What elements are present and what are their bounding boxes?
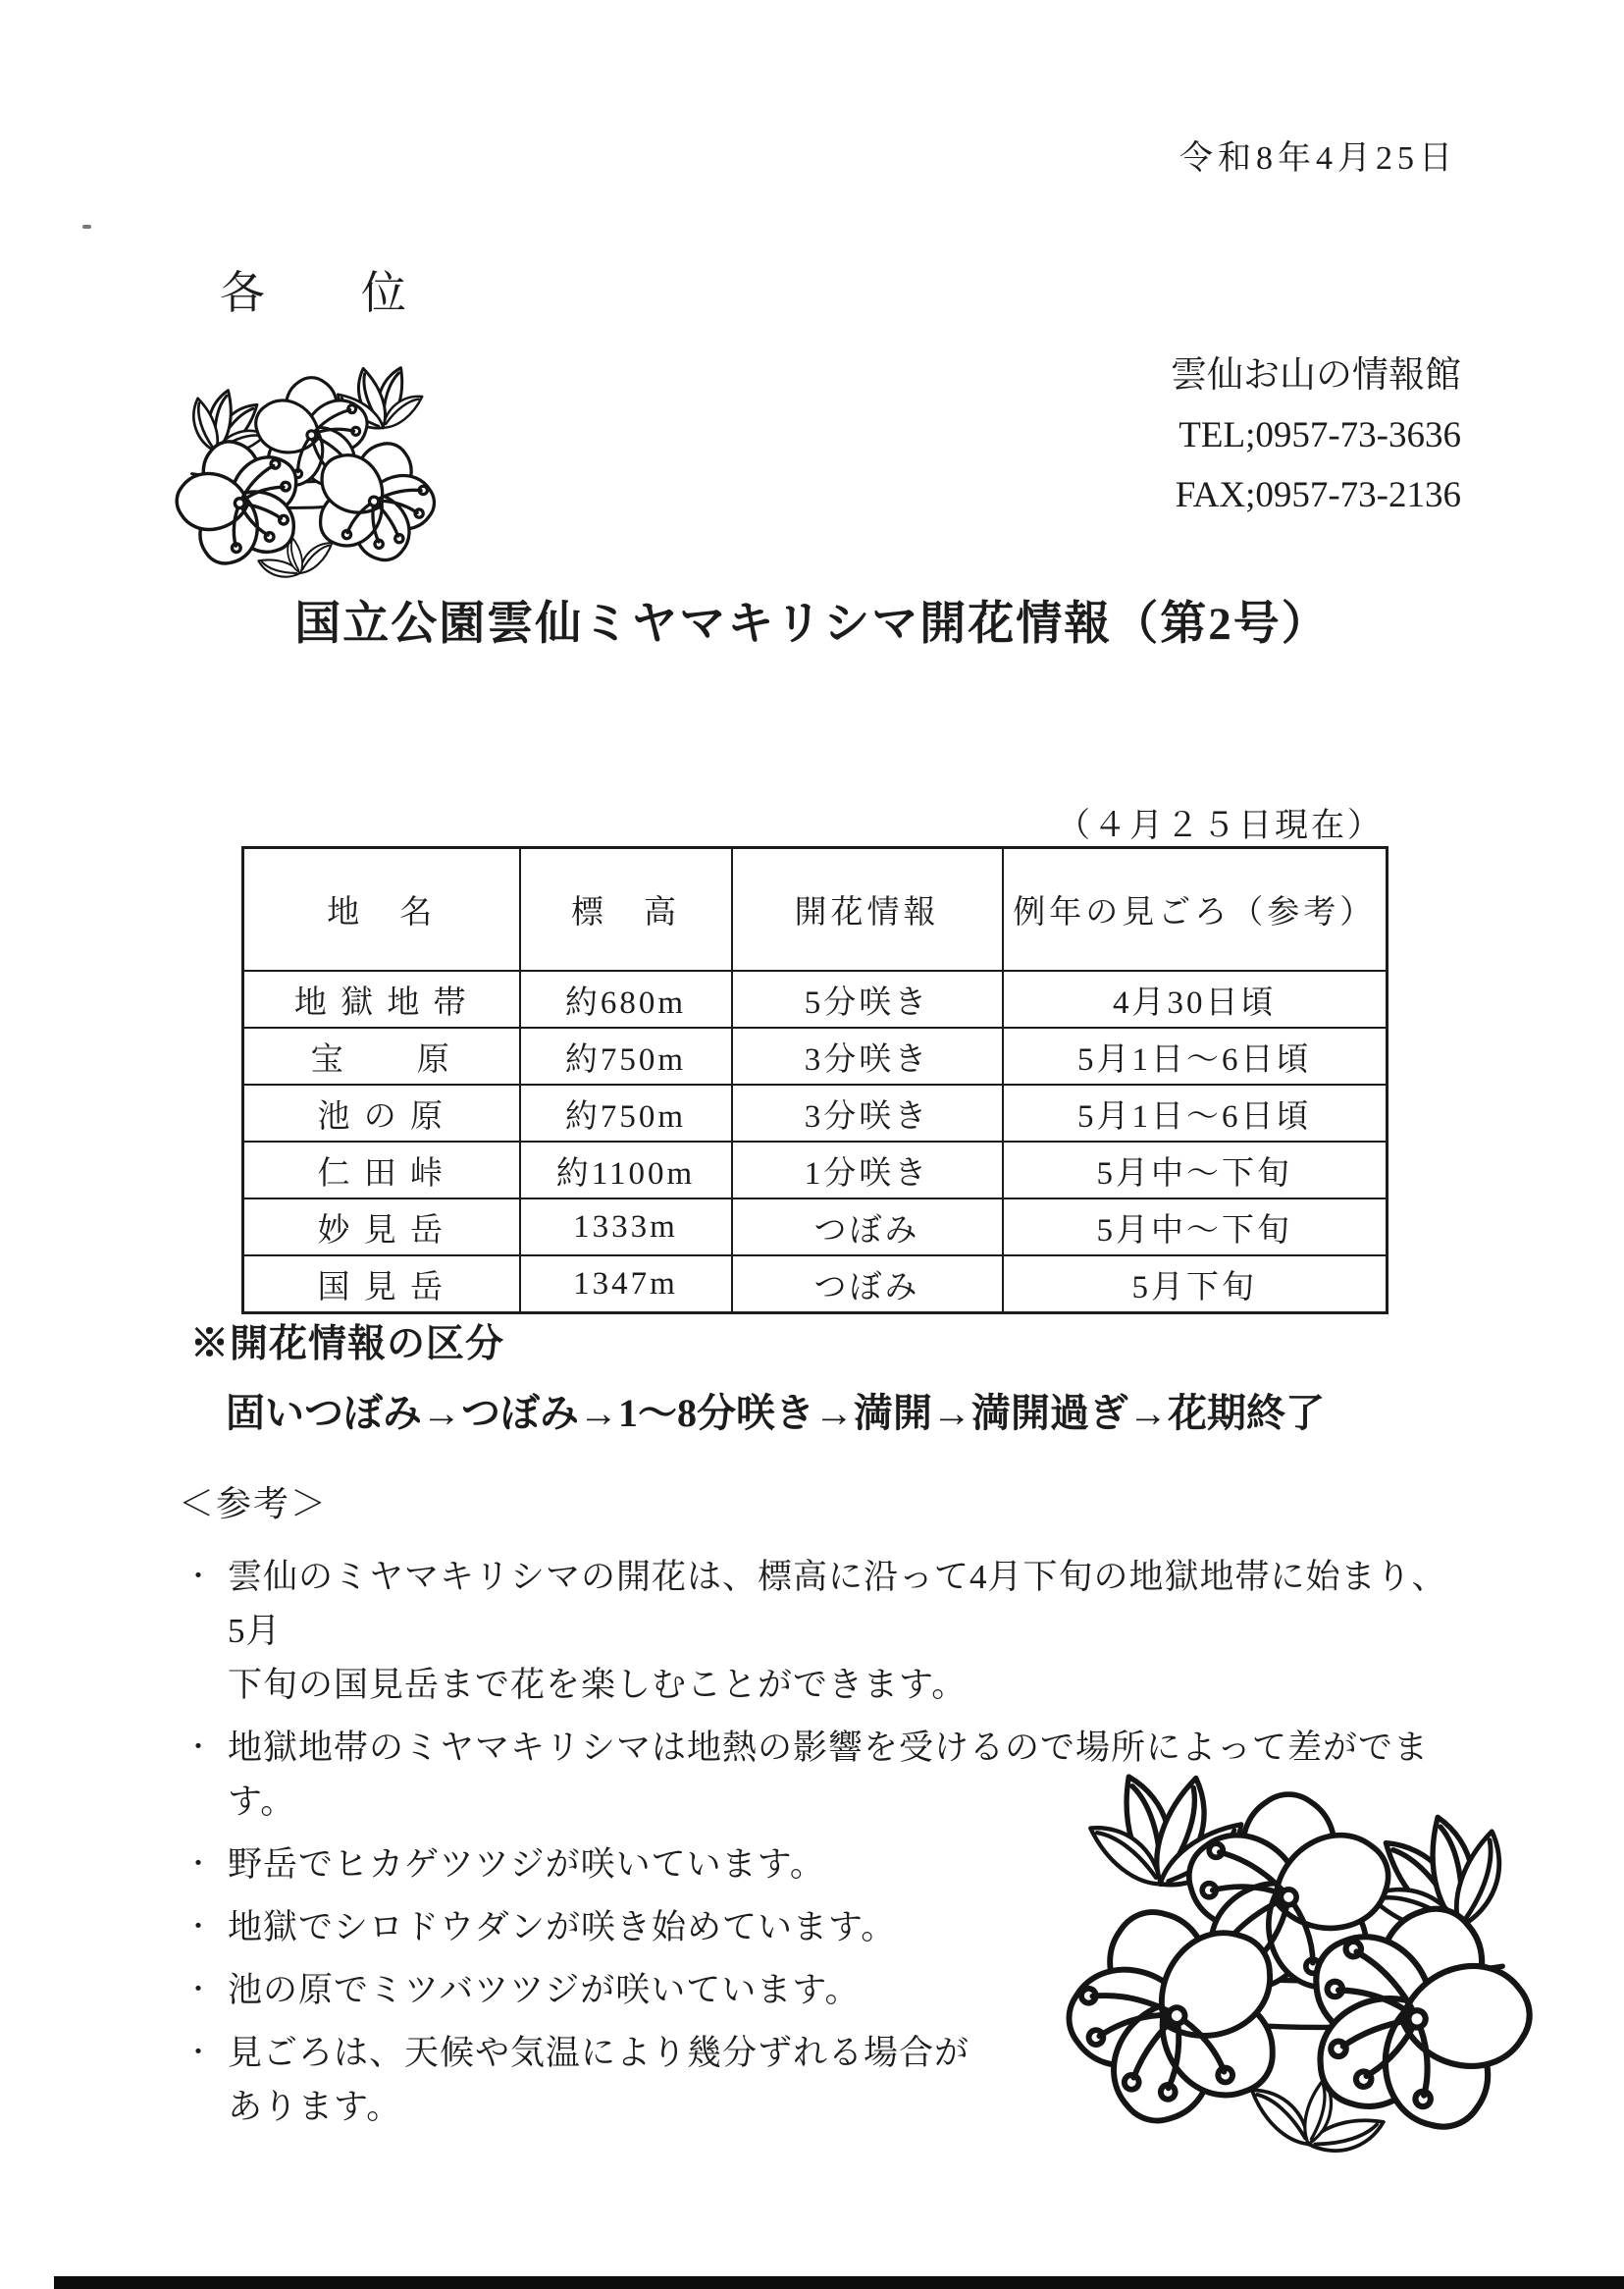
table-cell: 妙 見 岳 (243, 1198, 520, 1255)
table-row (243, 1142, 1388, 1198)
bullet-marker: ・ (184, 1975, 214, 2005)
bullet-marker: ・ (184, 1732, 214, 1763)
table-cell: 約1100m (520, 1142, 732, 1198)
bullet-marker: ・ (184, 1912, 214, 1943)
table-cell: 5月下旬 (1003, 1255, 1388, 1313)
azalea-illustration-top (155, 359, 449, 607)
table-cell: 5月1日～6日頃 (1003, 1028, 1388, 1085)
table-cell: つぼみ (732, 1198, 1003, 1255)
classification-heading: ※開花情報の区分 (190, 1323, 505, 1365)
salutation: 各 位 (220, 268, 408, 318)
table-header-row (243, 848, 1388, 972)
reference-heading: ＜参考＞ (179, 1484, 329, 1523)
table-cell: 約750m (520, 1085, 732, 1142)
as-of-date: （４月２５日現在） (1057, 808, 1384, 844)
table-row (243, 971, 1388, 1028)
table-cell: 3分咲き (732, 1028, 1003, 1085)
table-cell: 宝 原 (243, 1028, 520, 1085)
sender-fax: FAX;0957-73-2136 (1175, 475, 1461, 515)
table-cell: 3分咲き (732, 1085, 1003, 1142)
reference-item-line: 地獄地帯のミヤマキリシマは地熱の影響を受けるので場所によって差がでます。 (228, 1729, 1430, 1821)
page-title: 国立公園雲仙ミヤマキリシマ開花情報（第2号） (294, 599, 1330, 650)
table-cell: 1333m (520, 1198, 732, 1255)
bullet-marker: ・ (184, 1562, 214, 1592)
bullet-marker: ・ (184, 1849, 214, 1880)
table-cell: 1分咲き (732, 1142, 1003, 1198)
reference-item-line: 見ごろは、天候や気温により幾分ずれる場合が (228, 2034, 970, 2072)
table-cell: 約680m (520, 971, 732, 1028)
table-cell: 国 見 岳 (243, 1255, 520, 1313)
table-cell: 5分咲き (732, 971, 1003, 1028)
table-cell: つぼみ (732, 1255, 1003, 1313)
sender-tel: TEL;0957-73-3636 (1179, 415, 1461, 455)
table-row (243, 1255, 1388, 1313)
classification-scale: 固いつぼみ→つぼみ→1～8分咲き→満開→満開過ぎ→花期終了 (226, 1391, 1325, 1435)
classification-section (190, 1313, 1325, 1438)
reference-item-line: あります。 (228, 2088, 402, 2126)
scan-artifact-dot (82, 225, 91, 229)
table-cell: 約750m (520, 1028, 732, 1085)
table-row (243, 1198, 1388, 1255)
table-cell: 4月30日頃 (1003, 971, 1388, 1028)
table-cell: 1347m (520, 1255, 732, 1313)
sender-name: 雲仙お山の情報館 (1171, 355, 1461, 396)
table-cell: 5月1日～6日頃 (1003, 1085, 1388, 1142)
bloom-table (241, 846, 1388, 1314)
table-row (243, 1028, 1388, 1085)
scan-edge-bar (54, 2276, 1624, 2289)
sender-block (1171, 346, 1461, 525)
table-row (243, 1085, 1388, 1142)
reference-item-line: 地獄でシロドウダンが咲き始めています。 (228, 1908, 897, 1946)
table-header-cell: 標 高 (520, 848, 732, 972)
table-header-cell: 開花情報 (732, 848, 1003, 972)
document-date: 令和8年4月25日 (1179, 140, 1457, 177)
table-header-cell: 地 名 (243, 848, 520, 972)
reference-item-line: 下旬の国見岳まで花を楽しむことができます。 (228, 1666, 968, 1704)
table-cell: 地 獄 地 帯 (243, 971, 520, 1028)
azalea-illustration-bottom (993, 1769, 1617, 2197)
table-cell: 池 の 原 (243, 1085, 520, 1142)
bullet-marker: ・ (184, 2038, 214, 2068)
table-header-cell: 例年の見ごろ（参考） (1003, 848, 1388, 972)
table-cell: 5月中～下旬 (1003, 1198, 1388, 1255)
table-cell: 仁 田 峠 (243, 1142, 520, 1198)
reference-item (179, 1550, 1454, 1712)
reference-item-line: 雲仙のミヤマキリシマの開花は、標高に沿って4月下旬の地獄地帯に始まり、5月 (228, 1558, 1447, 1650)
table-cell: 5月中～下旬 (1003, 1142, 1388, 1198)
reference-item-line: 野岳でヒカゲツツジが咲いています。 (228, 1845, 825, 1884)
reference-item-line: 池の原でミツバツツジが咲いています。 (228, 1971, 861, 2009)
